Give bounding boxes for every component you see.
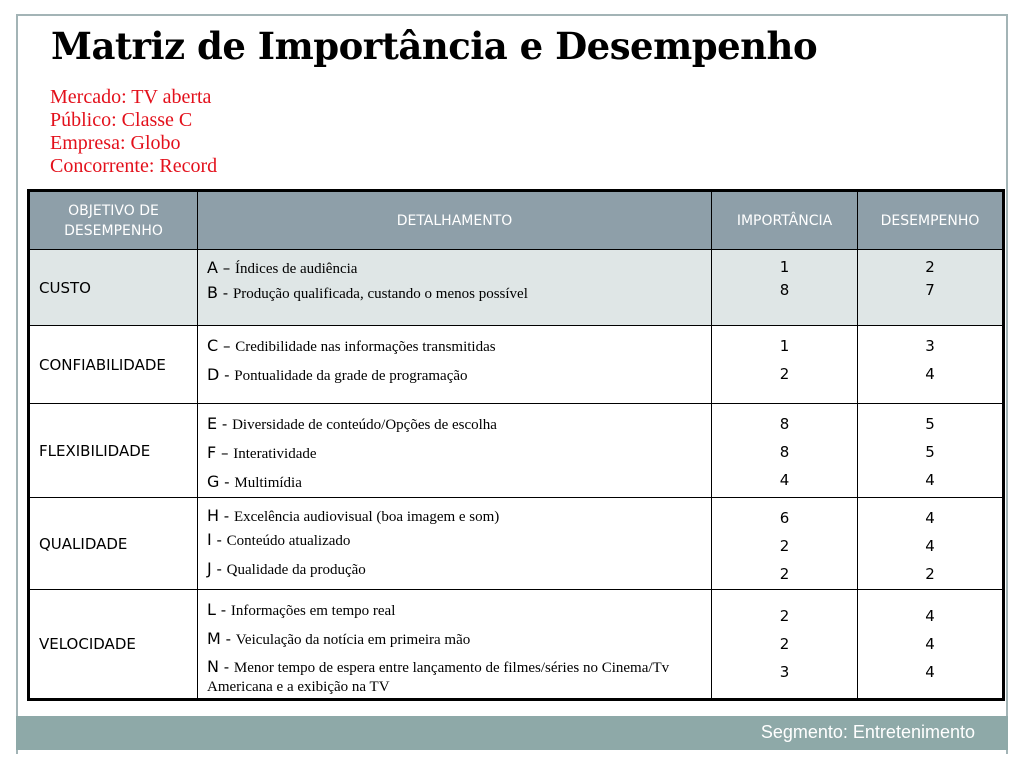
importance-cell: [712, 590, 858, 700]
item-text: Credibilidade nas informações transmitidas: [235, 339, 496, 355]
header-importance: IMPORTÂNCIA: [712, 191, 858, 250]
item-separator: -: [215, 601, 231, 619]
item-text: Excelência audiovisual (boa imagem e som): [233, 509, 500, 525]
importance-cell: [712, 404, 858, 498]
market-label: Mercado: TV aberta: [50, 86, 212, 108]
importance-performance-table: [27, 189, 1005, 701]
item-text: Interatividade: [233, 446, 317, 462]
importance-value: 4: [779, 471, 790, 489]
item-separator: -: [211, 531, 227, 549]
importance-value: 2: [779, 565, 790, 583]
objective-cell: FLEXIBILIDADE: [29, 404, 198, 498]
detail-item: [207, 552, 707, 587]
detail-item: [207, 596, 707, 625]
importance-value: 2: [779, 365, 790, 383]
item-letter: I: [207, 530, 212, 549]
item-separator: -: [218, 658, 234, 676]
performance-value: 3: [925, 337, 935, 355]
header-objective-line2: DESEMPENHO: [64, 222, 163, 239]
item-separator: –: [218, 337, 236, 355]
item-text: Multimídia: [234, 475, 302, 491]
detail-item: [207, 281, 707, 306]
detail-item: [207, 332, 707, 361]
item-separator: -: [211, 560, 227, 578]
header-detail: DETALHAMENTO: [198, 191, 712, 250]
performance-value: 7: [925, 281, 935, 299]
performance-value: 5: [925, 443, 935, 461]
header-performance: DESEMPENHO: [858, 191, 1004, 250]
objective-cell: VELOCIDADE: [29, 590, 198, 700]
importance-value: 6: [779, 509, 790, 527]
performance-value: 4: [925, 537, 935, 555]
item-text: Qualidade da produção: [226, 562, 366, 578]
detail-item: [207, 529, 707, 552]
importance-value: 2: [779, 537, 790, 555]
importance-value: 3: [779, 663, 790, 681]
item-letter: N: [207, 657, 219, 676]
segment-label: Segmento: Entretenimento: [760, 722, 975, 742]
detail-item: [207, 410, 707, 439]
detail-cell: [198, 498, 712, 590]
header-objective-line1: OBJETIVO DE: [68, 202, 159, 219]
performance-value: 4: [925, 471, 935, 489]
item-letter: F: [207, 443, 217, 462]
detail-cell: [198, 250, 712, 326]
importance-value: 2: [779, 607, 790, 625]
item-text: Conteúdo atualizado: [226, 533, 351, 549]
item-letter: D: [207, 365, 220, 384]
item-separator: -: [217, 415, 233, 433]
item-letter: G: [207, 472, 220, 491]
item-text: Pontualidade da grade de programação: [234, 368, 468, 384]
item-letter: C: [207, 336, 219, 355]
item-letter: H: [207, 506, 220, 525]
objective-cell: CONFIABILIDADE: [29, 326, 198, 404]
header-objective: [29, 191, 198, 250]
performance-cell: [858, 404, 1004, 498]
item-text: Veiculação da notícia em primeira mão: [235, 632, 471, 648]
importance-value: 2: [779, 635, 790, 653]
audience-label: Público: Classe C: [50, 109, 193, 131]
importance-value: 1: [779, 258, 790, 276]
importance-value: 8: [779, 415, 790, 433]
item-separator: –: [217, 259, 235, 277]
importance-cell: [712, 326, 858, 404]
item-letter: B: [207, 283, 218, 302]
detail-cell: [198, 590, 712, 700]
detail-cell: [198, 404, 712, 498]
context-info: [50, 86, 217, 178]
table-row: [29, 404, 1004, 498]
detail-item: [207, 439, 707, 468]
importance-value: 8: [779, 443, 790, 461]
performance-value: 4: [925, 365, 935, 383]
table-header-row: [29, 191, 1004, 250]
performance-value: 4: [925, 509, 935, 527]
table-row: [29, 250, 1004, 326]
importance-value: 1: [779, 337, 790, 355]
item-text: Índices de audiência: [235, 261, 358, 277]
performance-value: 4: [925, 635, 935, 653]
performance-value: 5: [925, 415, 935, 433]
detail-item: [207, 256, 707, 281]
item-text: Informações em tempo real: [230, 603, 396, 619]
item-separator: –: [216, 444, 234, 462]
detail-item: [207, 361, 707, 390]
item-letter: M: [207, 629, 221, 648]
item-separator: -: [217, 284, 233, 302]
detail-cell: [198, 326, 712, 404]
item-separator: -: [219, 473, 235, 491]
importance-cell: [712, 250, 858, 326]
performance-value: 2: [925, 565, 935, 583]
competitor-label: Concorrente: Record: [50, 155, 218, 177]
item-text: Menor tempo de espera entre lançamento de filmes/séries no Cinema/Tv Americana e a exibição na TV: [207, 660, 670, 695]
performance-cell: [858, 250, 1004, 326]
item-letter: J: [207, 559, 212, 578]
footer-bar: [16, 716, 1008, 750]
item-letter: L: [207, 600, 216, 619]
item-letter: A: [207, 258, 218, 277]
item-separator: -: [220, 630, 236, 648]
item-letter: E: [207, 414, 218, 433]
company-label: Empresa: Globo: [50, 132, 181, 154]
objective-cell: QUALIDADE: [29, 498, 198, 590]
detail-item: [207, 468, 707, 497]
item-text: Diversidade de conteúdo/Opções de escolha: [232, 417, 497, 433]
performance-cell: [858, 498, 1004, 590]
table-row: [29, 326, 1004, 404]
performance-value: 4: [925, 607, 935, 625]
item-separator: -: [219, 366, 235, 384]
performance-value: 4: [925, 663, 935, 681]
performance-value: 2: [925, 258, 935, 276]
performance-cell: [858, 590, 1004, 700]
item-separator: -: [219, 507, 234, 525]
item-text: Produção qualificada, custando o menos possível: [232, 286, 528, 302]
importance-value: 8: [779, 281, 790, 299]
table-row: [29, 590, 1004, 700]
slide-title: Matriz de Importância e Desempenho: [51, 24, 818, 68]
detail-item: [207, 504, 707, 529]
performance-cell: [858, 326, 1004, 404]
detail-item: [207, 654, 707, 696]
detail-item: [207, 625, 707, 654]
importance-cell: [712, 498, 858, 590]
objective-cell: CUSTO: [29, 250, 198, 326]
table-row: [29, 498, 1004, 590]
